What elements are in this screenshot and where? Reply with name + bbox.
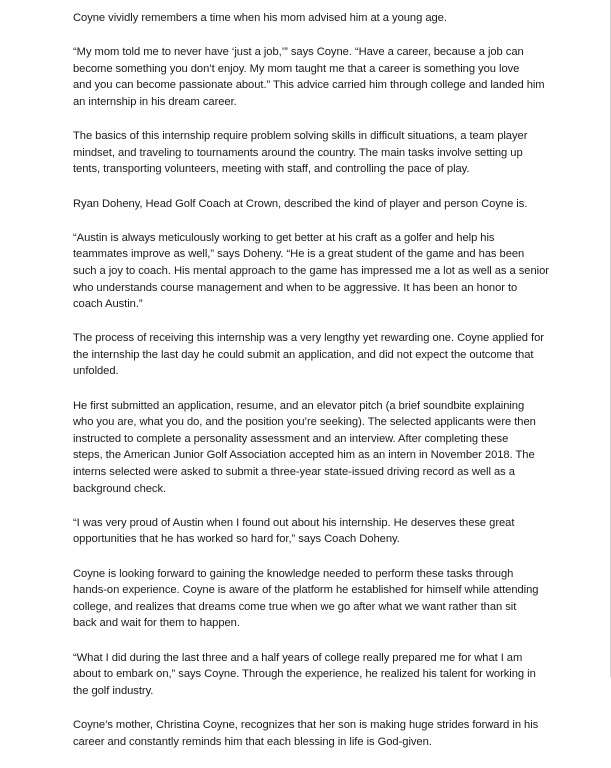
- text-line: Coyne is looking forward to gaining the knowledge needed to perform these tasks through: [73, 567, 514, 580]
- paragraph-2: [73, 44, 573, 110]
- paragraph-5: [73, 230, 573, 313]
- text-line: the golf industry.: [73, 684, 154, 697]
- paragraph-3: [73, 128, 573, 178]
- text-line: instructed to complete a personality assessment and an interview. After completing these: [73, 432, 509, 445]
- text-line: mindset, and traveling to tournaments around the country. The main tasks involve setting up: [73, 146, 523, 159]
- paragraph-9: [73, 566, 573, 632]
- text-line: Coyne vividly remembers a time when his mom advised him at a young age.: [73, 12, 447, 24]
- text-line: opportunities that he has worked so hard for,” says Coach Doheny.: [73, 533, 400, 546]
- paragraph-7: [73, 398, 573, 498]
- text-line: who you are, what you do, and the position you’re seeking). The selected applicants were then: [73, 416, 536, 429]
- text-line: such a joy to coach. His mental approach to the game has impressed me a lot as well as a senior: [73, 264, 549, 277]
- paragraph-4: [73, 196, 573, 213]
- text-line: He first submitted an application, resume, and an elevator pitch (a brief soundbite explaining: [73, 399, 525, 412]
- text-line: hands-on experience. Coyne is aware of the platform he established for himself while attending: [73, 584, 539, 597]
- text-line: about to embark on,” says Coyne. Through the experience, he realized his talent for working in: [73, 668, 536, 681]
- text-line: steps, the American Junior Golf Association accepted him as an intern in November 2018. The: [73, 449, 535, 462]
- text-line: the internship the last day he could submit an application, and did not expect the outcome that: [73, 348, 534, 361]
- text-line: and you can become passionate about.” This advice carried him through college and landed him: [73, 79, 545, 92]
- text-line: an internship in his dream career.: [73, 95, 237, 108]
- text-line: teammates improve as well,” says Doheny. “He is a great student of the game and has been: [73, 248, 525, 261]
- text-line: background check.: [73, 482, 167, 495]
- text-line: The basics of this internship require problem solving skills in difficult situations, a team player: [73, 130, 528, 143]
- paragraph-8: [73, 515, 573, 548]
- text-line: career and constantly reminds him that each blessing in life is God-given.: [73, 735, 432, 748]
- paragraph-6: [73, 330, 573, 380]
- text-line: who understands course management and when to be aggressive. It has been an honor to: [73, 281, 518, 294]
- text-line: “Austin is always meticulously working to get better at his craft as a golfer and help his: [73, 231, 495, 244]
- text-line: “My mom told me to never have ‘just a job,’” says Coyne. “Have a career, because a job can: [73, 46, 524, 59]
- text-line: become something you don’t enjoy. My mom taught me that a career is something you love: [73, 62, 520, 75]
- text-line: back and wait for them to happen.: [73, 617, 240, 630]
- text-line: “I was very proud of Austin when I found out about his internship. He deserves these great: [73, 516, 515, 529]
- text-line: unfolded.: [73, 365, 119, 378]
- text-line: Ryan Doheny, Head Golf Coach at Crown, described the kind of player and person Coyne is.: [73, 197, 528, 210]
- text-line: coach Austin.”: [73, 298, 143, 311]
- paragraph-11: [73, 717, 573, 750]
- text-line: “What I did during the last three and a half years of college really prepared me for what I am: [73, 651, 523, 664]
- text-line: college, and realizes that dreams come true when we go after what we want rather than sit: [73, 600, 517, 613]
- text-line: The process of receiving this internship was a very lengthy yet rewarding one. Coyne applied for: [73, 332, 544, 345]
- text-line: interns selected were asked to submit a three-year state-issued driving record as well as a: [73, 466, 515, 479]
- paragraph-1: [73, 10, 573, 27]
- paragraph-10: [73, 650, 573, 700]
- text-line: tents, transporting volunteers, meeting with staff, and controlling the pace of play.: [73, 163, 470, 176]
- document-body[interactable]: [73, 10, 573, 768]
- text-line: Coyne’s mother, Christina Coyne, recognizes that her son is making huge strides forward in his: [73, 718, 539, 731]
